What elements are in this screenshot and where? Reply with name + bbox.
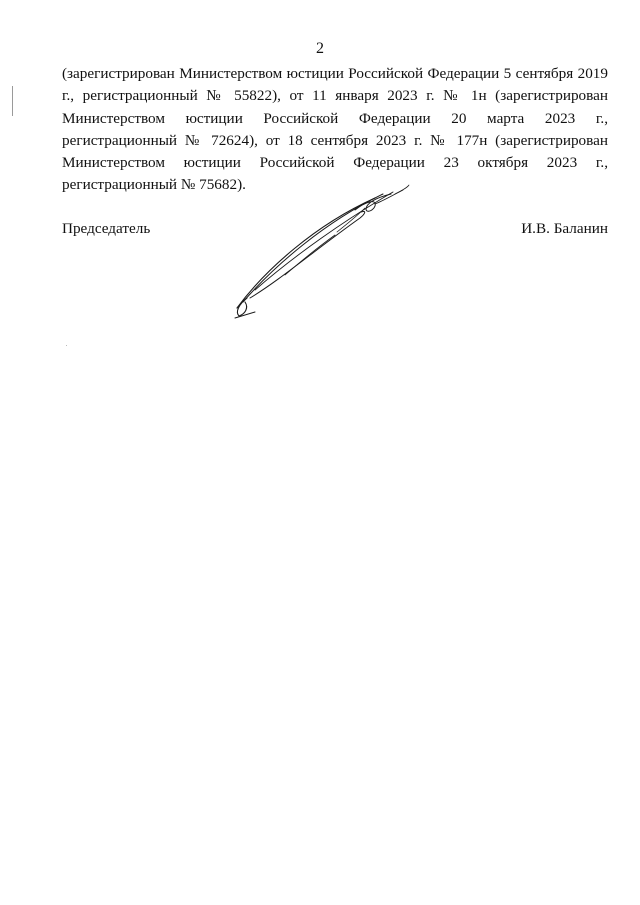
handwritten-signature <box>225 180 415 325</box>
signer-title: Председатель <box>62 220 151 237</box>
page-number: 2 <box>316 40 324 57</box>
scan-margin-mark <box>12 86 13 116</box>
body-paragraph: (зарегистрирован Министерством юстиции Российской Федерации 5 сентября 2019 г., регистрационный № 55822), от 11 января 2023 г. № 1н (зарегистрирован Министерством юстиции Российской Федерации 20 марта 2023 г., регистрационный № 72624), от 18 сентября 2023 г. № 177н (зарегистрирован Министерством юстиции Российской Федерации 23 октября 2023 г., регистрационный № 75682). <box>62 65 608 194</box>
signer-name: И.В. Баланин <box>521 220 608 237</box>
scan-speck <box>66 345 67 346</box>
